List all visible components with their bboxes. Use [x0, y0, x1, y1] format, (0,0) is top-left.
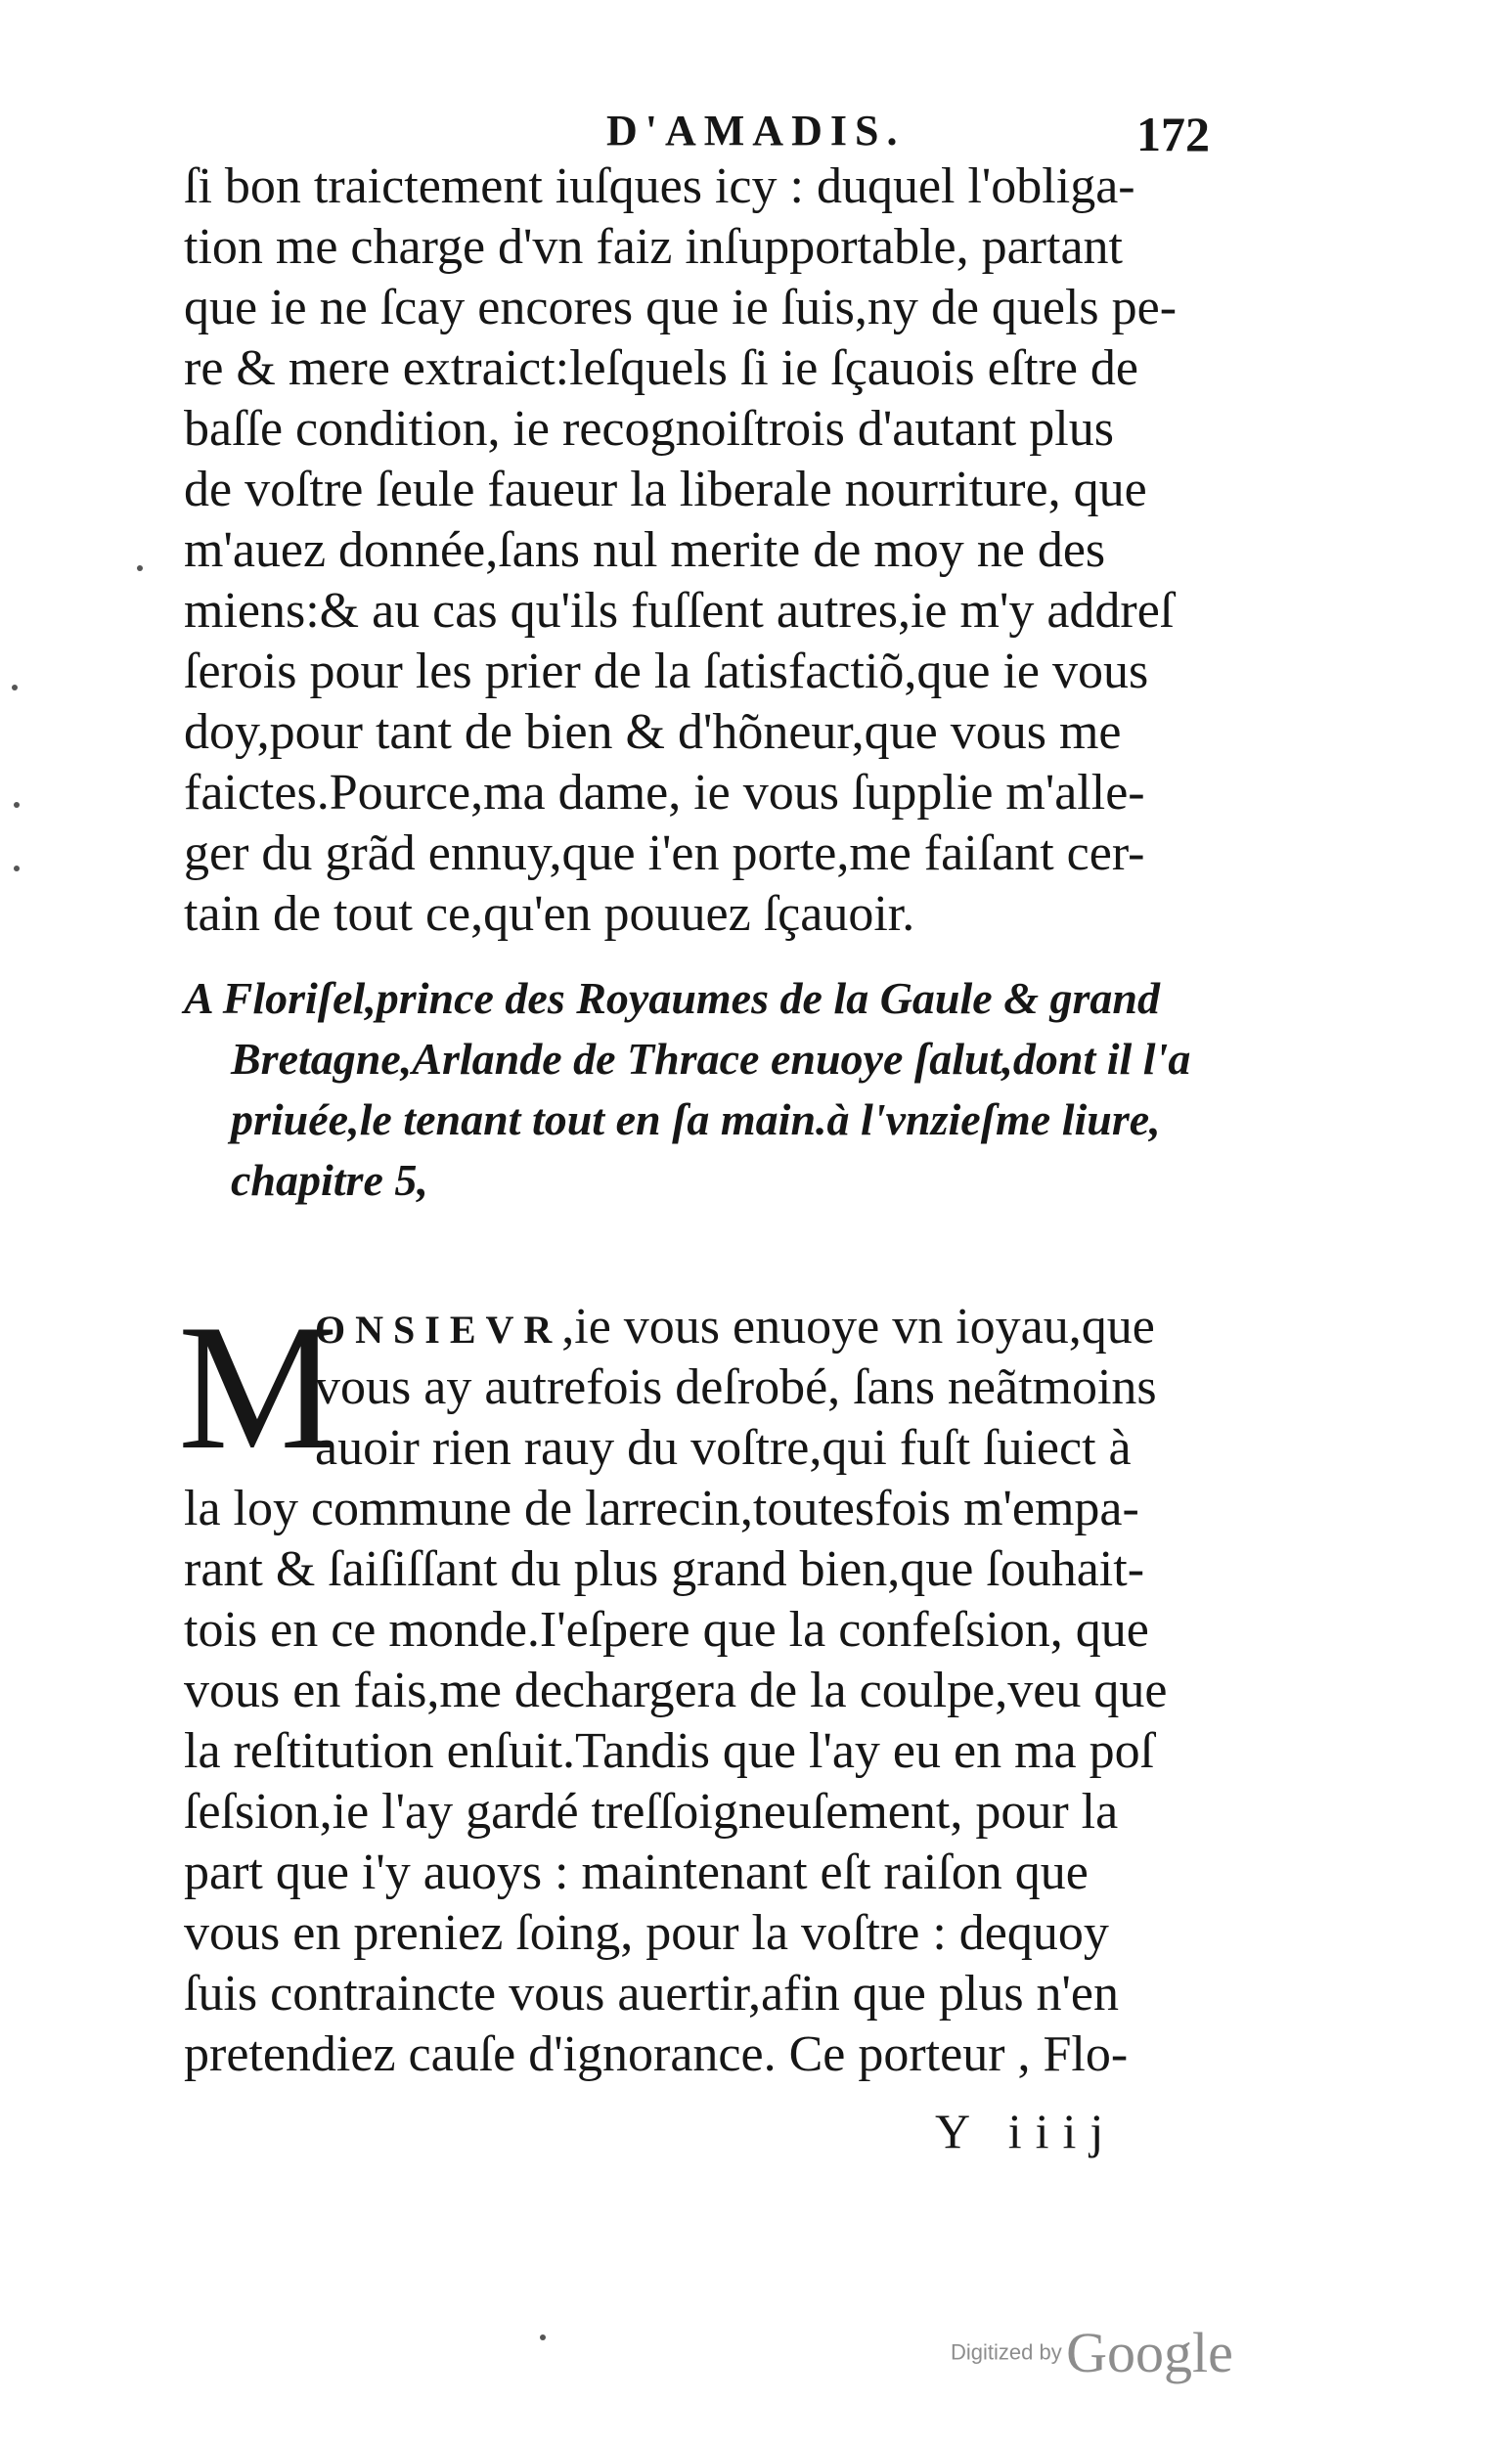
text-line: tois en ce monde.I'eſpere que la confeſsion, que: [184, 1602, 1149, 1658]
text-line: baſſe condition, ie recognoiſtrois d'autant plus: [184, 401, 1114, 457]
running-title: D'AMADIS.: [606, 107, 906, 155]
scan-speck: [540, 2334, 546, 2340]
text-line: rant & ſaiſiſſant du plus grand bien,que ſouhait-: [184, 1541, 1145, 1597]
scan-speck: [137, 565, 143, 571]
text-line: ſeſsion,ie l'ay gardé treſſoigneuſement, pour la: [184, 1784, 1119, 1840]
text-line: faictes.Pource,ma dame, ie vous ſupplie m'alle-: [184, 765, 1145, 821]
text-line: vous ay autrefois deſrobé, ſans neãtmoins: [315, 1359, 1157, 1415]
text-line: vous en fais,me dechargera de la coulpe,veu que: [184, 1663, 1168, 1718]
text-line: ſuis contraincte vous auertir,afin que plus n'en: [184, 1966, 1120, 2022]
scan-speck: [14, 802, 20, 808]
watermark-brand: Google: [1066, 2321, 1233, 2384]
text-line: que ie ne ſcay encores que ie ſuis,ny de quels pe-: [184, 280, 1178, 335]
first-line-rest: ,ie vous enuoye vn ioyau,que: [561, 1299, 1155, 1355]
heading-line: chapitre 5,: [231, 1155, 428, 1205]
text-line: m'auez donnée,ſans nul merite de moy ne des: [184, 522, 1106, 578]
text-line: de voſtre ſeule faueur la liberale nourriture, que: [184, 462, 1147, 517]
text-line: ſerois pour les prier de la ſatisfactiõ,que ie vous: [184, 644, 1149, 699]
text-line: ſi bon traictement iuſques icy : duquel l'obliga-: [184, 158, 1135, 214]
opening-word: ONSIEVR: [315, 1308, 562, 1352]
text-line: doy,pour tant de bien & d'hõneur,que vous me: [184, 704, 1122, 760]
text-line: tain de tout ce,qu'en pouuez ſçauoir.: [184, 886, 915, 942]
text-line: miens:& au cas qu'ils fuſſent autres,ie m'y addreſ: [184, 583, 1175, 639]
digitized-watermark: [951, 2320, 1233, 2385]
text-line: auoir rien rauy du voſtre,qui fuſt ſuiect à: [315, 1420, 1132, 1476]
page-number: 172: [1136, 107, 1210, 161]
text-line: ger du grãd ennuy,que i'en porte,me faiſant cer-: [184, 825, 1145, 881]
heading-line: Bretagne,Arlande de Thrace enuoye ſalut,dont il l'a: [231, 1034, 1191, 1084]
text-line: la reſtitution enſuit.Tandis que l'ay eu en ma poſ: [184, 1723, 1155, 1779]
signature-mark: Y iiij: [935, 2104, 1118, 2158]
text-line: re & mere extraict:leſquels ſi ie ſçauois eſtre de: [184, 340, 1139, 396]
text-line: la loy commune de larrecin,toutesfois m'empa-: [184, 1481, 1139, 1536]
text-line: tion me charge d'vn faiz inſupportable, partant: [184, 219, 1123, 275]
scan-speck: [12, 685, 18, 690]
text-line: [315, 1297, 1391, 1360]
watermark-prefix: Digitized by: [951, 2339, 1062, 2365]
text-line: part que i'y auoys : maintenant eſt raiſon que: [184, 1845, 1089, 1900]
text-line: pretendiez cauſe d'ignorance. Ce porteur , Flo-: [184, 2026, 1129, 2082]
drop-cap: M: [178, 1287, 338, 1487]
text-line: vous en preniez ſoing, pour la voſtre : dequoy: [184, 1905, 1109, 1961]
scan-speck: [14, 866, 20, 871]
heading-line: A Floriſel,prince des Royaumes de la Gaule & grand: [184, 973, 1160, 1023]
heading-line: priuée,le tenant tout en ſa main.à l'vnzieſme liure,: [231, 1094, 1161, 1144]
